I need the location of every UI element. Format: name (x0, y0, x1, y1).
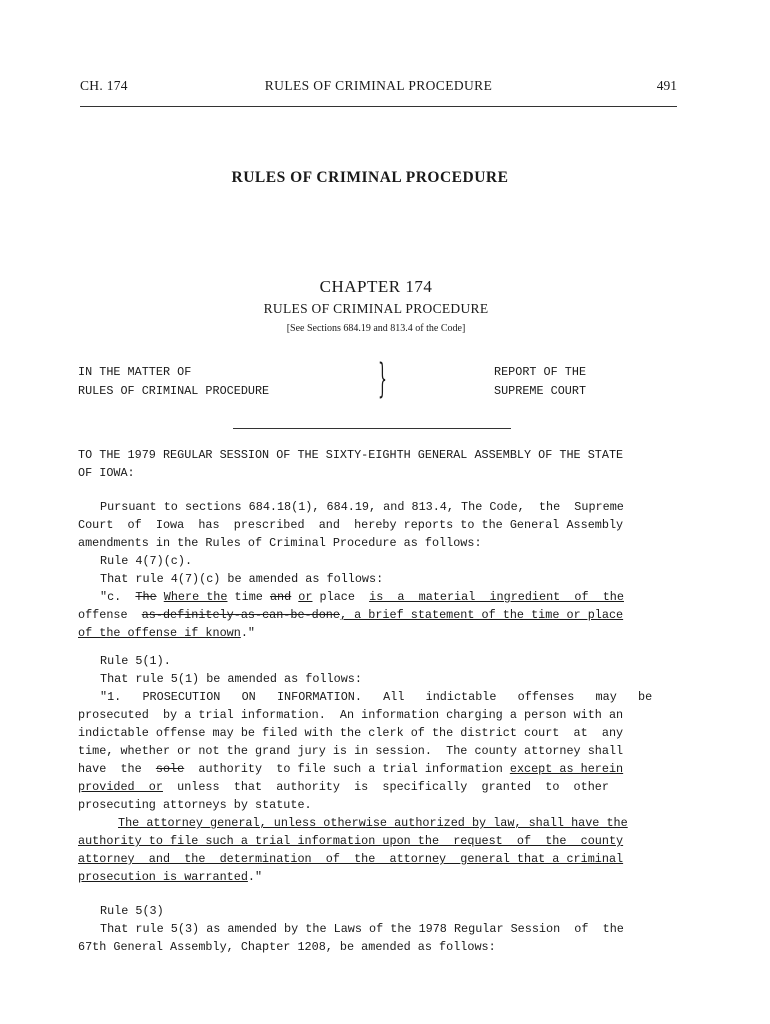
running-header (80, 78, 677, 98)
inserted-text: prosecution is warranted (78, 870, 248, 884)
inserted-text: attorney and the determination of the attorney general that a criminal (78, 852, 624, 866)
caption-left (78, 363, 269, 401)
caption-left-line: RULES OF CRIMINAL PROCEDURE (78, 384, 270, 398)
amendment-line: provided or unless that authority is specifically granted to other (78, 780, 609, 794)
inserted-text: provided or (78, 780, 163, 794)
caption-right-line: SUPREME COURT (494, 384, 587, 398)
rule-text-line: That rule 5(3) as amended by the Laws of the 1978 Regular Session of the (100, 922, 624, 936)
amendment-line: prosecution is warranted." (78, 870, 263, 884)
struck-text: as-definitely-as-can-be-done (141, 608, 340, 622)
rule-instruction: That rule 5(1) be amended as follows: (100, 672, 362, 686)
rule-text-line: "1. PROSECUTION ON INFORMATION. All indictable offenses may be (100, 690, 653, 704)
chapter-subtitle: RULES OF CRIMINAL PROCEDURE (263, 301, 489, 316)
page-number: 491 (656, 78, 677, 93)
rule-heading: Rule 5(3) (100, 904, 164, 918)
document-body (78, 446, 674, 956)
rule-heading: Rule 4(7)(c). (100, 554, 193, 568)
inserted-text: or (298, 590, 313, 604)
rule-text-line: indictable offense may be filed with the clerk of the district court at any (78, 726, 624, 740)
rule-instruction: That rule 4(7)(c) be amended as follows: (100, 572, 384, 586)
inserted-text: The attorney general, unless otherwise authorized by law, shall have the (118, 816, 628, 830)
header-title: RULES OF CRIMINAL PROCEDURE (264, 78, 493, 93)
rule-text-line: prosecuting attorneys by statute. (78, 798, 312, 812)
rule-heading: Rule 5(1). (100, 654, 171, 668)
caption-brace: } (378, 356, 387, 402)
address-line: TO THE 1979 REGULAR SESSION OF THE SIXTY-EIGHTH GENERAL ASSEMBLY OF THE STATE (78, 448, 624, 462)
chapter-heading (0, 276, 752, 336)
caption-rule (233, 428, 511, 429)
inserted-text: is a material ingredient of the (369, 590, 624, 604)
struck-text: and (269, 590, 292, 604)
rule-text-line: time, whether or not the grand jury is in session. The county attorney shall (78, 744, 624, 758)
intro-line: Court of Iowa has prescribed and hereby reports to the General Assembly (78, 518, 624, 532)
amendment-line: offense as-definitely-as-can-be-done, a brief statement of the time or place (78, 608, 624, 622)
address-line: OF IOWA: (78, 466, 135, 480)
amendment-line: "c. The Where the time and or place is a material ingredient of the (100, 590, 624, 604)
inserted-text: Where the (163, 590, 228, 604)
chapter-title: CHAPTER 174 (319, 277, 433, 296)
amendment-line: of the offense if known." (78, 626, 255, 640)
amendment-line: have the sole authority to file such a trial information except as herein (78, 762, 624, 776)
rule-text-line: prosecuted by a trial information. An information charging a person with an (78, 708, 624, 722)
struck-text: The (135, 590, 157, 604)
inserted-text: except as herein (509, 762, 624, 776)
header-chapter: CH. 174 (80, 78, 128, 93)
rule-text-line: 67th General Assembly, Chapter 1208, be amended as follows: (78, 940, 496, 954)
caption-right (494, 363, 586, 401)
caption-right-line: REPORT OF THE (494, 365, 587, 379)
inserted-text: of the offense if known (78, 626, 241, 640)
intro-line: amendments in the Rules of Criminal Procedure as follows: (78, 536, 482, 550)
intro-line: Pursuant to sections 684.18(1), 684.19, and 813.4, The Code, the Supreme (100, 500, 624, 514)
case-caption (78, 356, 678, 405)
header-rule (80, 106, 677, 107)
struck-text: sole (155, 762, 185, 776)
inserted-text: , a brief statement of the time or place (339, 608, 624, 622)
caption-left-line: IN THE MATTER OF (78, 365, 192, 379)
main-title: RULES OF CRIMINAL PROCEDURE (231, 169, 509, 186)
chapter-note: [See Sections 684.19 and 813.4 of the Code] (286, 323, 466, 334)
inserted-text: authority to file such a trial information upon the request of the county (78, 834, 624, 848)
